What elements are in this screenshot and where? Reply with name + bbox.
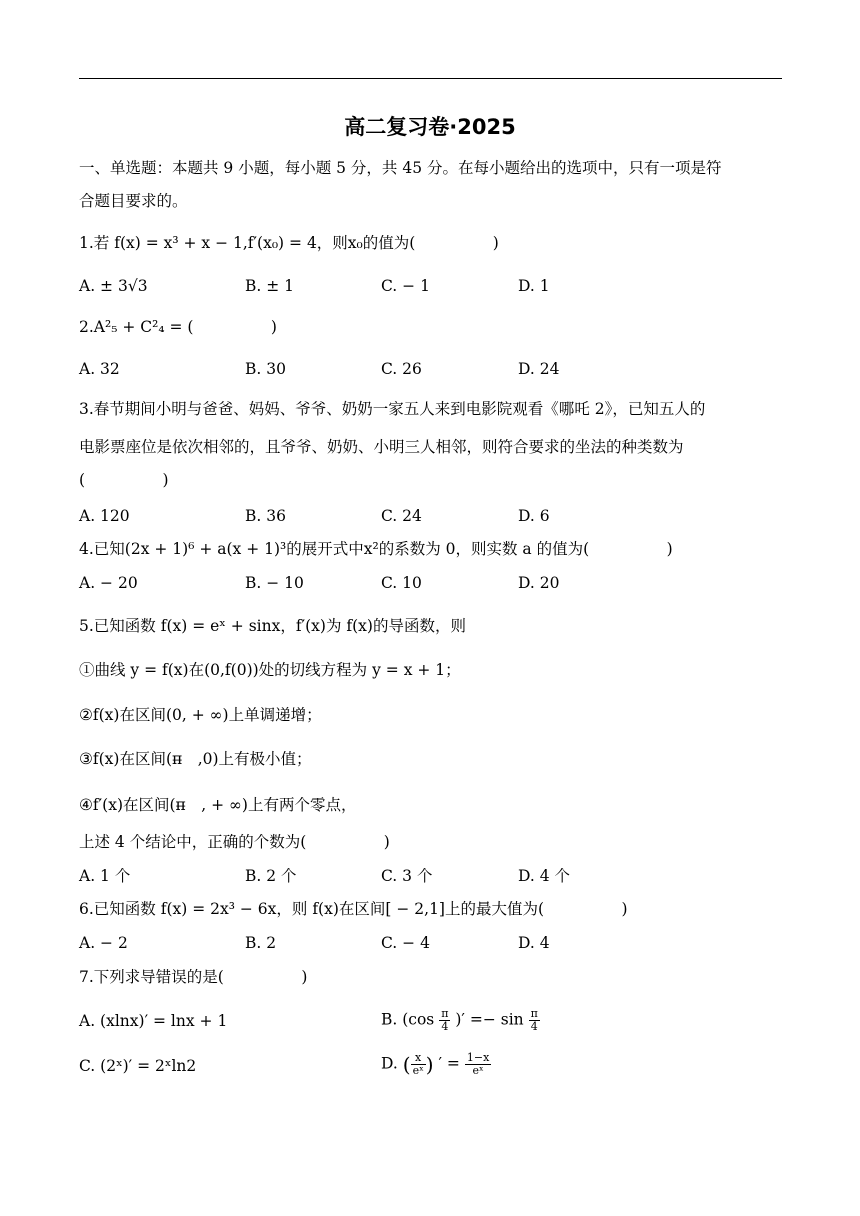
q7-b-frac2-numerator: π bbox=[530, 1007, 538, 1020]
q7-option-b-middle: )′ =− sin bbox=[455, 1010, 524, 1029]
q5-statement-1: ①曲线 y = f(x)在(0,f(0))处的切线方程为 y = x + 1； bbox=[79, 661, 461, 679]
question-3-stem-line2: 电影票座位是依次相邻的，且爷爷、奶奶、小明三人相邻，则符合要求的坐法的种类数为 bbox=[79, 438, 684, 456]
q7-option-d-fraction-1 bbox=[411, 1052, 426, 1077]
q5-tail: 上述 4 个结论中，正确的个数为( ) bbox=[79, 833, 390, 851]
q1-option-b: B. ± 1 bbox=[245, 277, 295, 295]
q5-option-a: A. 1 个 bbox=[79, 867, 131, 885]
q7-option-b-prefix: B. (cos bbox=[381, 1010, 435, 1029]
q2-option-a: A. 32 bbox=[79, 360, 120, 378]
question-4-stem: 4.已知(2x + 1)⁶ + a(x + 1)³的展开式中x²的系数为 0，则实数 a 的值为( ) bbox=[79, 540, 673, 558]
question-7-stem: 7.下列求导错误的是( ) bbox=[79, 968, 308, 986]
q5-option-d: D. 4 个 bbox=[518, 867, 571, 885]
q1-option-a: A. ± 3√3 bbox=[79, 277, 148, 295]
q2-option-b: B. 30 bbox=[245, 360, 286, 378]
question-5-stem: 5.已知函数 f(x) = eˣ + sinx，f′(x)为 f(x)的导函数，则 bbox=[79, 617, 466, 635]
q5-statement-3: ③f(x)在区间(π̶ ,0)上有极小值； bbox=[79, 750, 312, 768]
q4-option-d: D. 20 bbox=[518, 574, 560, 592]
q3-option-c: C. 24 bbox=[381, 507, 422, 525]
q7-d-frac2-numerator: 1−x bbox=[466, 1051, 490, 1064]
q7-d-frac1-numerator: x bbox=[411, 1052, 426, 1065]
q7-d-frac2-denominator: eˣ bbox=[472, 1064, 484, 1077]
q7-b-frac1-numerator: π bbox=[441, 1007, 449, 1020]
question-6-stem: 6.已知函数 f(x) = 2x³ − 6x，则 f(x)在区间[ − 2,1]上的最大值为( ) bbox=[79, 900, 628, 918]
q3-option-d: D. 6 bbox=[518, 507, 550, 525]
q7-option-d-middle: ′ = bbox=[438, 1054, 460, 1073]
q6-option-d: D. 4 bbox=[518, 934, 550, 952]
section-intro-line1: 一、单选题：本题共 9 小题，每小题 5 分，共 45 分。在每小题给出的选项中，只有一项是符 bbox=[79, 159, 722, 177]
question-3-stem-line1: 3.春节期间小明与爸爸、妈妈、爷爷、奶奶一家五人来到电影院观看《哪吒 2》，已知五人的 bbox=[79, 400, 706, 418]
q6-option-a: A. − 2 bbox=[79, 934, 128, 952]
question-2-stem: 2.A²₅ + C²₄ = ( ) bbox=[79, 318, 277, 336]
q2-option-c: C. 26 bbox=[381, 360, 422, 378]
q5-option-c: C. 3 个 bbox=[381, 867, 433, 885]
q7-option-b-fraction-2 bbox=[529, 1008, 540, 1033]
q7-option-d bbox=[381, 1052, 491, 1077]
q3-option-b: B. 36 bbox=[245, 507, 286, 525]
q7-d-right-paren: ) bbox=[425, 1052, 434, 1077]
q4-option-c: C. 10 bbox=[381, 574, 422, 592]
section-intro-line2: 合题目要求的。 bbox=[79, 192, 188, 210]
q7-d-left-paren: ( bbox=[402, 1052, 411, 1077]
q7-option-b bbox=[381, 1008, 540, 1033]
q7-b-frac1-denominator: 4 bbox=[441, 1020, 449, 1033]
q5-statement-2: ②f(x)在区间(0, + ∞)上单调递增； bbox=[79, 706, 322, 724]
q7-b-frac2-denominator: 4 bbox=[530, 1020, 538, 1033]
header-rule bbox=[79, 78, 782, 79]
q1-option-d: D. 1 bbox=[518, 277, 550, 295]
q4-option-a: A. − 20 bbox=[79, 574, 138, 592]
q7-option-c: C. (2ˣ)′ = 2ˣln2 bbox=[79, 1057, 197, 1075]
q5-statement-4: ④f′(x)在区间(π̶ , + ∞)上有两个零点， bbox=[79, 796, 357, 814]
q6-option-c: C. − 4 bbox=[381, 934, 430, 952]
question-1-stem: 1.若 f(x) = x³ + x − 1,f′(x₀) = 4，则x₀的值为( ) bbox=[79, 234, 499, 252]
page-title: 高二复习卷·2025 bbox=[344, 115, 516, 139]
q5-option-b: B. 2 个 bbox=[245, 867, 297, 885]
q1-option-c: C. − 1 bbox=[381, 277, 430, 295]
q7-option-d-prefix: D. bbox=[381, 1054, 398, 1073]
q7-option-d-fraction-2 bbox=[465, 1052, 491, 1077]
q2-option-d: D. 24 bbox=[518, 360, 560, 378]
question-3-stem-line3: ( ) bbox=[79, 471, 169, 489]
q6-option-b: B. 2 bbox=[245, 934, 277, 952]
q4-option-b: B. − 10 bbox=[245, 574, 304, 592]
q3-option-a: A. 120 bbox=[79, 507, 130, 525]
q7-option-b-fraction-1 bbox=[439, 1008, 450, 1033]
q7-option-a: A. (xlnx)′ = lnx + 1 bbox=[79, 1012, 228, 1030]
q7-d-frac1-denominator: eˣ bbox=[412, 1064, 424, 1077]
